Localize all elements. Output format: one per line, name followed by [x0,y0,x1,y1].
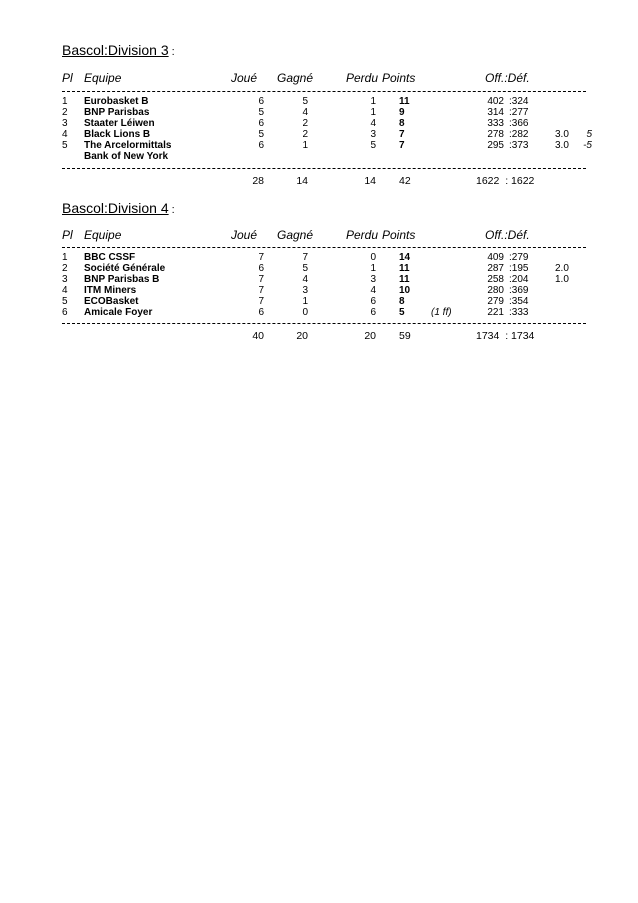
row-team: BBC CSSF [84,252,136,263]
row-gagne: 1 [302,140,308,151]
row-extra-1: 1.0 [555,274,569,285]
table-row [62,140,592,151]
row-perdu: 3 [370,274,376,285]
row-joue: 7 [258,285,264,296]
row-points: 10 [399,285,411,296]
table-row [62,129,592,140]
row-perdu: 0 [370,252,376,263]
row-points: 11 [399,96,410,107]
row-extra-2: -5 [583,140,592,151]
row-off: 258 [487,274,504,285]
table-row [62,151,592,162]
row-gagne: 5 [302,96,308,107]
row-points: 14 [399,252,411,263]
row-team: ITM Miners [84,285,137,296]
header-pl: Pl [62,71,73,85]
row-team: Société Générale [84,263,166,274]
row-joue: 6 [258,96,264,107]
total-perdu: 14 [364,175,376,187]
row-def: :324 [509,96,529,107]
header-perdu: Perdu [346,71,379,85]
table-row [62,96,592,107]
row-team: The Arcelormittals [84,140,172,151]
row-def: :279 [509,252,529,263]
row-off: 280 [487,285,504,296]
row-off: 314 [487,107,504,118]
header-gagne: Gagné [277,228,314,242]
total-joue: 28 [252,175,264,187]
row-points: 7 [399,140,405,151]
division-3-section [62,38,592,198]
total-gagne: 20 [296,330,308,342]
row-extra-1: 3.0 [555,129,569,140]
row-perdu: 1 [370,263,376,274]
row-joue: 5 [258,107,264,118]
header-divider [62,247,586,248]
row-perdu: 1 [370,96,376,107]
row-pl: 6 [62,307,68,318]
total-perdu: 20 [364,330,376,342]
row-pl: 4 [62,285,68,296]
header-points: Points [382,71,416,85]
row-off: 278 [487,129,504,140]
row-pl: 1 [62,96,68,107]
row-points: 9 [399,107,405,118]
row-joue: 7 [258,296,264,307]
row-def: :282 [509,129,529,140]
row-joue: 6 [258,263,264,274]
header-joue: Joué [231,71,258,85]
row-team: BNP Parisbas B [84,274,160,285]
totals-divider [62,168,586,169]
row-pl: 3 [62,274,68,285]
total-offdef: 1734 : 1734 [476,330,535,342]
table-header [62,228,592,244]
row-perdu: 6 [370,307,376,318]
row-off: 221 [487,307,504,318]
division-title-text: Bascol:Division 3 [62,42,169,58]
row-extra-2: 5 [586,129,592,140]
table-row [62,107,592,118]
row-gagne: 3 [302,285,308,296]
division-title-text: Bascol:Division 4 [62,200,169,216]
total-joue: 40 [252,330,264,342]
row-off: 287 [487,263,504,274]
table-header [62,71,592,87]
table-row [62,252,592,263]
row-gagne: 2 [302,129,308,140]
header-perdu: Perdu [346,228,379,242]
header-pl: Pl [62,228,73,242]
row-def: :354 [509,296,529,307]
row-team: BNP Parisbas [84,107,150,118]
row-perdu: 1 [370,107,376,118]
row-points: 8 [399,118,405,129]
row-off: 333 [487,118,504,129]
row-points: 7 [399,129,405,140]
row-pl: 5 [62,296,68,307]
header-equipe: Equipe [84,228,122,242]
row-points: 8 [399,296,405,307]
total-points: 59 [399,330,411,342]
division-title-colon: : [171,204,175,216]
row-pl: 2 [62,263,68,274]
row-perdu: 6 [370,296,376,307]
row-off: 402 [487,96,504,107]
row-joue: 6 [258,118,264,129]
row-extra-1: 2.0 [555,263,569,274]
row-team: Black Lions B [84,129,151,140]
row-team: ECOBasket [84,296,139,307]
row-def: :369 [509,285,529,296]
row-gagne: 1 [302,296,308,307]
row-joue: 7 [258,252,264,263]
total-points: 42 [399,175,411,187]
row-gagne: 7 [302,252,308,263]
table-row [62,307,592,318]
row-joue: 6 [258,307,264,318]
table-row [62,118,592,129]
row-perdu: 4 [370,285,376,296]
row-points: 11 [399,274,410,285]
header-points: Points [382,228,416,242]
row-def: :277 [509,107,529,118]
row-def: :333 [509,307,529,318]
row-perdu: 3 [370,129,376,140]
row-def: :366 [509,118,529,129]
row-off: 295 [487,140,504,151]
table-row [62,296,592,307]
table-row [62,263,592,274]
row-team: Bank of New York [84,151,169,162]
row-def: :195 [509,263,529,274]
division-title [62,200,175,216]
totals-row [62,175,592,187]
row-pl: 5 [62,140,68,151]
row-extra-1: 3.0 [555,140,569,151]
row-off: 279 [487,296,504,307]
row-pl: 3 [62,118,68,129]
header-offdef: Off.:Déf. [485,71,530,85]
division-title-colon: : [171,46,175,58]
row-gagne: 0 [302,307,308,318]
row-perdu: 5 [370,140,376,151]
table-row [62,285,592,296]
totals-divider [62,323,586,324]
total-gagne: 14 [296,175,308,187]
row-def: :204 [509,274,529,285]
table-row [62,274,592,285]
row-pl: 2 [62,107,68,118]
row-joue: 6 [258,140,264,151]
row-joue: 5 [258,129,264,140]
row-gagne: 4 [302,274,308,285]
row-gagne: 5 [302,263,308,274]
row-joue: 7 [258,274,264,285]
row-points: 11 [399,263,410,274]
header-divider [62,91,586,92]
row-points: 5 [399,307,405,318]
row-perdu: 4 [370,118,376,129]
row-off: 409 [487,252,504,263]
total-offdef: 1622 : 1622 [476,175,535,187]
header-gagne: Gagné [277,71,314,85]
division-4-section [62,196,592,356]
totals-row [62,330,592,342]
header-offdef: Off.:Déf. [485,228,530,242]
header-equipe: Equipe [84,71,122,85]
row-team: Eurobasket B [84,96,149,107]
row-note: (1 ff) [431,307,452,318]
row-gagne: 4 [302,107,308,118]
row-gagne: 2 [302,118,308,129]
row-pl: 4 [62,129,68,140]
row-team: Amicale Foyer [84,307,153,318]
row-pl: 1 [62,252,68,263]
division-title [62,42,175,58]
header-joue: Joué [231,228,258,242]
row-def: :373 [509,140,529,151]
row-team: Staater Léiwen [84,118,155,129]
